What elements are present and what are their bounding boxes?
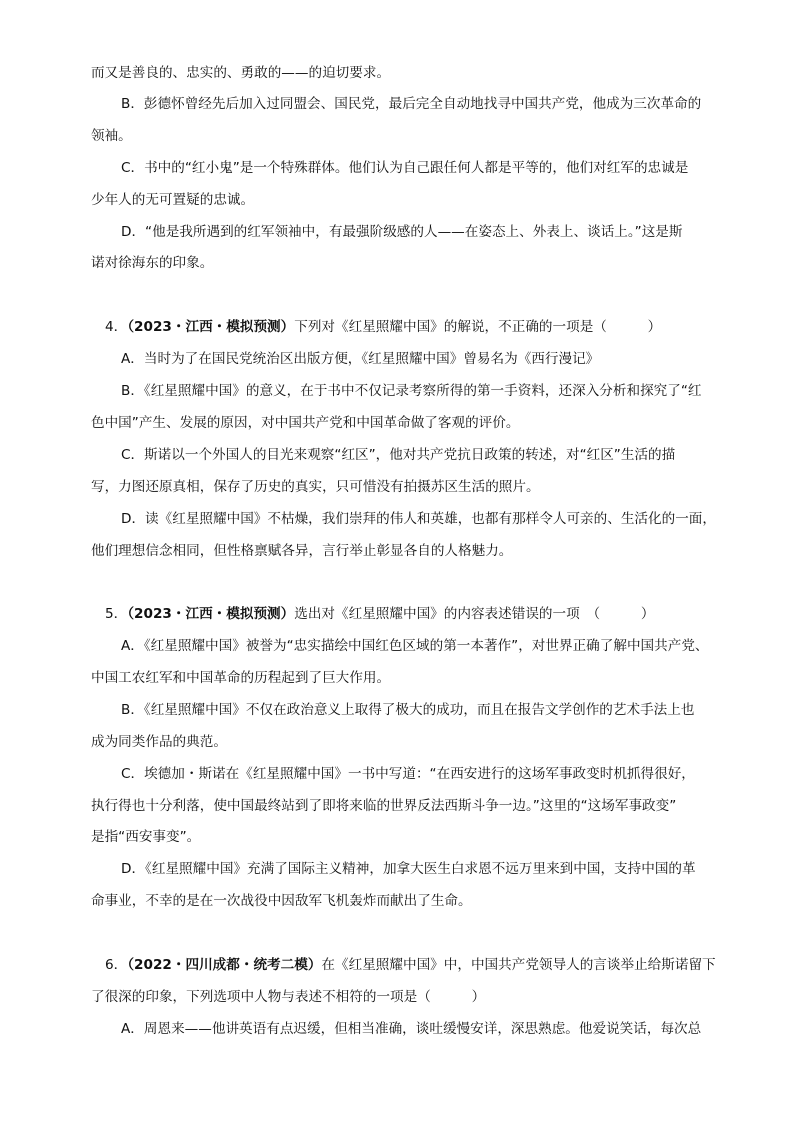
q4-option-b-cont: 色中国”产生、发展的原因，对中国共产党和中国革命做了客观的评价。 [91,415,520,431]
question-source: （2023・江西・模拟预测） [127,606,295,622]
q4-option-a: A．当时为了在国民党统治区出版方便，《红星照耀中国》曾易名为《西行漫记》 [121,351,600,367]
q4-option-d: D．读《红星照耀中国》不枯燥，我们崇拜的伟人和英雄，也都有那样令人可亲的、生活化的一面， [121,511,716,527]
q5-option-a: A．《红星照耀中国》被誉为“忠实描绘中国红色区域的第一本著作”，对世界正确了解中国共产党、 [121,638,709,654]
q6-option-a: A．周恩来——他讲英语有点迟缓，但相当准确，谈吐缓慢安详，深思熟虑。他爱说笑话，每次总 [121,1021,702,1037]
option-b: B．彭德怀曾经先后加入过同盟会、国民党，最后完全自动地找寻中国共产党，他成为三次革命的 [121,96,702,112]
q6-stem-cont: 了很深的印象，下列选项中人物与表述不相符的一项是（ ） [91,989,486,1005]
q4-option-d-cont: 他们理想信念相同，但性格禀赋各异，言行举止彰显各自的人格魅力。 [91,543,513,559]
q4-option-c-cont: 写，力图还原真相，保存了历史的真实，只可惜没有拍摄苏区生活的照片。 [91,479,540,495]
q4-option-b: B．《红星照耀中国》的意义，在于书中不仅记录考察所得的第一手资料，还深入分析和探究了“红 [121,383,702,399]
question-5-stem [105,605,654,623]
question-text: 选出对《红星照耀中国》的内容表述错误的一项 （ ） [294,606,655,622]
q4-option-c: C．斯诺以一个外国人的目光来观察“红区”，他对共产党抗日政策的转述，对“红区”生活的描 [121,447,676,463]
q5-option-c-cont: 是指“西安事变”。 [91,829,201,845]
q5-option-d-cont: 命事业，不幸的是在一次战役中因敌军飞机轰炸而献出了生命。 [91,893,472,909]
q5-option-d: D．《红星照耀中国》充满了国际主义精神，加拿大医生白求恩不远万里来到中国，支持中国的革 [121,861,696,877]
q5-option-c: C．埃德加・斯诺在《红星照耀中国》一书中写道：“在西安进行的这场军事政变时机抓得很好， [121,766,695,782]
question-text: 在《红星照耀中国》中，中国共产党领导人的言谈举止给斯诺留下 [321,957,716,973]
q5-option-a-cont: 中国工农红军和中国革命的历程起到了巨大作用。 [91,670,391,686]
text-line: 诺对徐海东的印象。 [91,255,214,271]
text-line: 而又是善良的、忠实的、勇敢的——的迫切要求。 [91,65,391,81]
q5-option-b-cont: 成为同类作品的典范。 [91,734,227,750]
q5-option-c-cont: 执行得也十分利落，使中国最终站到了即将来临的世界反法西斯斗争一边。”这里的“这场军事政变” [91,798,677,814]
q5-option-b: B．《红星照耀中国》不仅在政治意义上取得了极大的成功，而且在报告文学创作的艺术手法上也 [121,702,695,718]
question-4-stem [105,318,661,336]
question-text: 下列对《红星照耀中国》的解说，不正确的一项是（ ） [294,319,662,335]
question-number: 6． [105,957,128,973]
option-d: D．“他是我所遇到的红军领袖中，有最强阶级感的人——在姿态上、外表上、谈话上。”这是斯 [121,224,683,240]
question-source: （2022・四川成都・统考二模） [127,957,322,973]
option-c: C．书中的“红小鬼”是一个特殊群体。他们认为自己跟任何人都是平等的，他们对红军的忠诚是 [121,160,689,176]
text-line: 领袖。 [91,128,132,144]
text-line: 少年人的无可置疑的忠诚。 [91,192,255,208]
question-number: 4． [105,319,128,335]
question-6-stem [105,956,716,974]
question-number: 5． [105,606,128,622]
question-source: （2023・江西・模拟预测） [127,319,295,335]
